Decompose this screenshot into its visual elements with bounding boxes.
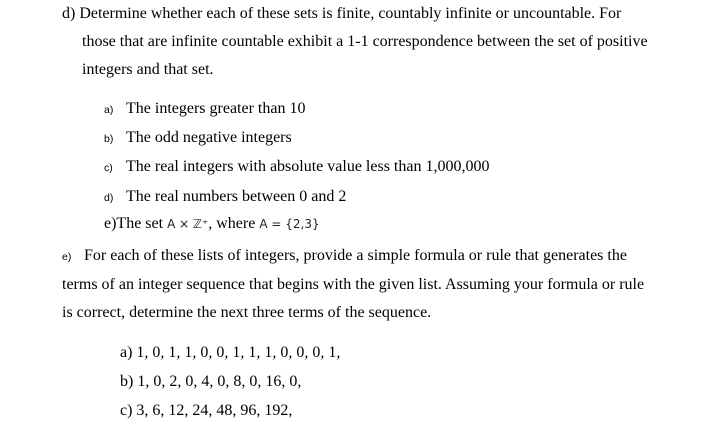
question-e-text: For each of these lists of integers, provide a simple formula or rule that generates the (84, 247, 627, 264)
question-d-item-a (104, 99, 305, 120)
question-d-item-e (104, 214, 320, 234)
item-text: The real integers with absolute value less than 1,000,000 (126, 158, 490, 175)
item-e-middle: , where (208, 215, 260, 232)
question-d-line-2: those that are infinite countable exhibit a 1-1 correspondence between the set of positive (82, 33, 648, 50)
sequence-b: b) 1, 0, 2, 0, 4, 0, 8, 0, 16, 0, (120, 373, 302, 390)
item-letter: a) (104, 104, 114, 116)
item-letter: c) (104, 162, 113, 174)
question-d-item-d (104, 187, 346, 208)
sequence-c: c) 3, 6, 12, 24, 48, 96, 192, (120, 402, 293, 419)
question-d-line-1: d) Determine whether each of these sets is finite, countably infinite or uncountable. For (62, 5, 622, 22)
question-d-item-c (104, 157, 489, 178)
sequence-a: a) 1, 0, 1, 1, 0, 0, 1, 1, 1, 0, 0, 0, 1, (120, 344, 341, 361)
question-e-letter: e) (62, 251, 72, 263)
item-letter: d) (104, 192, 114, 204)
item-text: The real numbers between 0 and 2 (126, 188, 347, 205)
item-text: The integers greater than 10 (126, 100, 306, 117)
item-e-math-def: A = {2,3} (259, 217, 320, 231)
question-e-line-2: terms of an integer sequence that begins with the given list. Assuming your formula or rule (62, 276, 645, 293)
question-d-item-b (104, 128, 292, 149)
item-text: The odd negative integers (126, 129, 292, 146)
question-e-line-1 (62, 246, 627, 267)
item-e-prefix: e)The set (104, 215, 168, 232)
question-e-line-3: is correct, determine the next three terms of the sequence. (62, 304, 432, 321)
item-letter: b) (104, 133, 114, 145)
item-e-math-set: A × ℤ⁺ (167, 217, 209, 231)
question-d-line-3: integers and that set. (82, 61, 214, 78)
